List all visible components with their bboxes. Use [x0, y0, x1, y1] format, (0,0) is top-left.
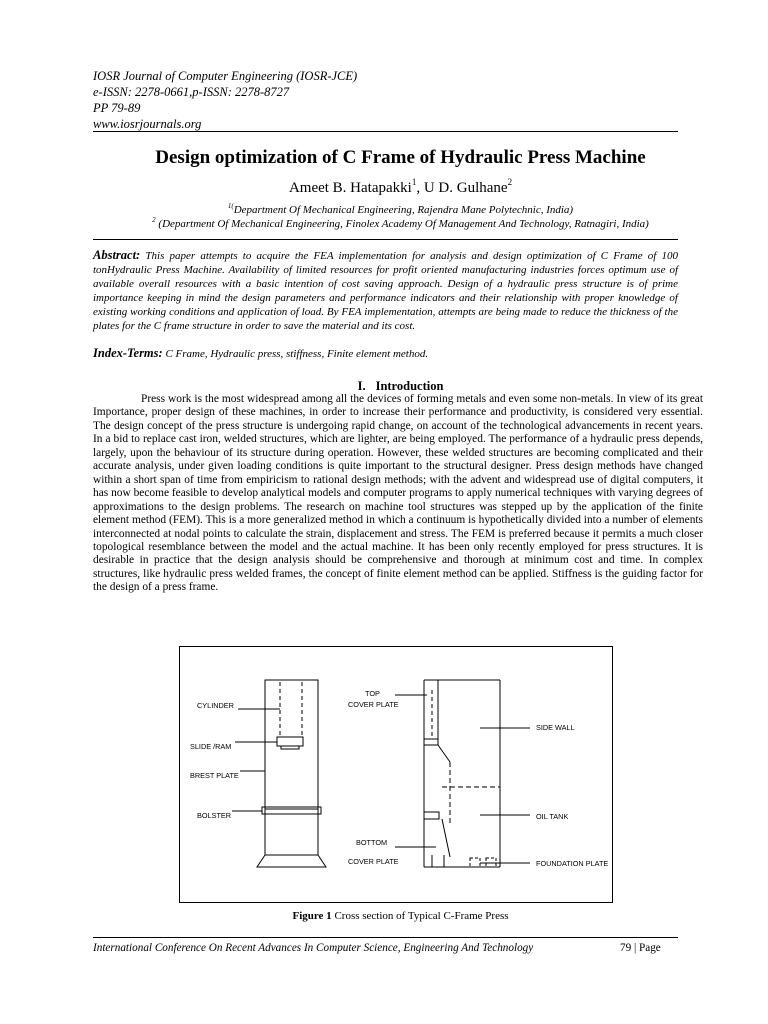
footer-rule: [93, 937, 678, 938]
abstract: [93, 248, 678, 333]
section-number: I.: [357, 379, 366, 393]
section-title: Introduction: [375, 379, 444, 393]
front-frame: [265, 680, 318, 855]
label-cylinder: CYLINDER: [197, 701, 234, 710]
bolster-plate: [262, 807, 321, 814]
slide-ram: [277, 737, 303, 746]
figure-caption-number: Figure 1: [292, 910, 332, 922]
abstract-text: This paper attempts to acquire the FEA implementation for analysis and design optimization of C Frame of 100 tonHydraulic Press Machine. Availability of limited resources for profit oriented manufacturing industries forces optimum use of available overall resources with a basic intention of cost saving approach. Design of a hydraulic press structure is of prime importance keeping in mind the design parameters and performance indicators and their relationship with proper knowledge of existing working conditions and application of load. By FEA implementation, attempts are being made to reduce the thickness of the plates for the C frame structure in order to save the material and its cost.: [93, 250, 678, 332]
side-top: [424, 680, 438, 739]
affiliation-1-text: Department Of Mechanical Engineering, Rajendra Mane Polytechnic, India): [233, 204, 574, 216]
index-terms: [93, 346, 678, 361]
affiliation-2-mark: 2: [152, 216, 156, 224]
abstract-rule: [93, 239, 678, 240]
author-2-affil-mark: 2: [507, 177, 513, 187]
journal-header: [93, 68, 357, 132]
affiliation-1-mark: 1(: [227, 202, 234, 210]
label-slide-ram: SLIDE /RAM: [190, 742, 232, 751]
figure-1: [179, 646, 613, 903]
label-side-wall: SIDE WALL: [536, 723, 575, 732]
label-bolster: BOLSTER: [197, 811, 232, 820]
paper-title: Design optimization of C Frame of Hydraulic Press Machine: [155, 147, 646, 168]
journal-pages: PP 79-89: [93, 101, 141, 115]
label-brest-plate: BREST PLATE: [190, 771, 239, 780]
author-1: Ameet B. Hatapakki: [288, 180, 412, 196]
figure-caption: [93, 909, 708, 923]
label-top-cover-2: COVER PLATE: [348, 700, 399, 709]
author-1-affil-mark: 1: [411, 177, 417, 187]
section-heading: [93, 378, 708, 394]
footer-conference: International Conference On Recent Advances In Computer Science, Engineering And Technology: [93, 942, 534, 954]
journal-url: www.iosrjournals.org: [93, 117, 202, 131]
label-bottom-cover-1: BOTTOM: [356, 838, 388, 847]
abstract-label: Abstract:: [93, 248, 141, 262]
affiliation-1: [93, 203, 708, 217]
header-rule: [93, 131, 678, 132]
label-foundation-plate: FOUNDATION PLATE: [536, 859, 609, 868]
journal-name: IOSR Journal of Computer Engineering (IOSR-JCE): [93, 69, 358, 83]
side-ram: [424, 739, 438, 745]
throat-diagonal-top: [438, 745, 450, 762]
authors: [93, 178, 708, 198]
c-frame-press-diagram: [180, 647, 612, 902]
index-terms-label: Index-Terms:: [93, 346, 163, 360]
affiliation-2-text: (Department Of Mechanical Engineering, Finolex Academy Of Management And Technology, Ratnagiri, India): [155, 218, 649, 230]
figure-caption-text: Cross section of Typical C-Frame Press: [331, 910, 509, 922]
index-terms-text: C Frame, Hydraulic press, stiffness, Finite element method.: [162, 348, 429, 360]
label-bottom-cover-2: COVER PLATE: [348, 857, 399, 866]
front-foundation: [257, 855, 326, 867]
footer-page-number: 79 | Page: [620, 942, 661, 954]
introduction-paragraph: Press work is the most widespread among all the devices of forming metals and even some non-metals. In view of its great Importance, proper design of these machines, in order to increase their performance and productivity, is considered very essential. The design concept of the press structure is undergoing rapid change, on account of the technological advancements in recent years. In a bid to replace cast iron, welded structures, which are lighter, are being employed. The performance of a hydraulic press depends, largely, upon the behaviour of its structure during operation. However, these welded structures are becoming complicated and their accurate analysis, under given loading conditions is quite important to the structural designer. Press design methods have changed within a short span of time from empiricism to rational design methods; with the advent and widespread use of digital computers, it has now become feasible to develop analytical models and computer programs to apply numerical techniques with varying degrees of approximations to the design problems. The research on machine tool structures was stepped up by the application of the finite element method (FEM). This is a more generalized method in which a continuum is hypothetically divided into a number of elements interconnected at nodal points to calculate the strain, displacement and stress. The FEM is preferred because it permits a much closer topological resemblance between the model and the actual machine. It has been only recently employed for press structures. It is desirable in practice that the design analysis should be comprehensive and thorough at minimum cost and time. In complex structures, like hydraulic press welded frames, the concept of finite element method can be applied. Stiffness is the guiding factor for the design of a press frame.: [93, 393, 703, 594]
journal-issn: e-ISSN: 2278-0661,p-ISSN: 2278-8727: [93, 85, 290, 99]
side-bolster: [424, 812, 439, 819]
label-top-cover-1: TOP: [365, 689, 380, 698]
affiliation-2: [93, 217, 708, 231]
foundation-pad-1: [470, 858, 480, 867]
ram-platen: [281, 746, 299, 749]
author-separator: ,: [416, 180, 424, 196]
label-oil-tank: OIL TANK: [536, 812, 569, 821]
author-2: U D. Gulhane: [423, 180, 508, 196]
throat-diagonal-bottom: [442, 819, 450, 857]
